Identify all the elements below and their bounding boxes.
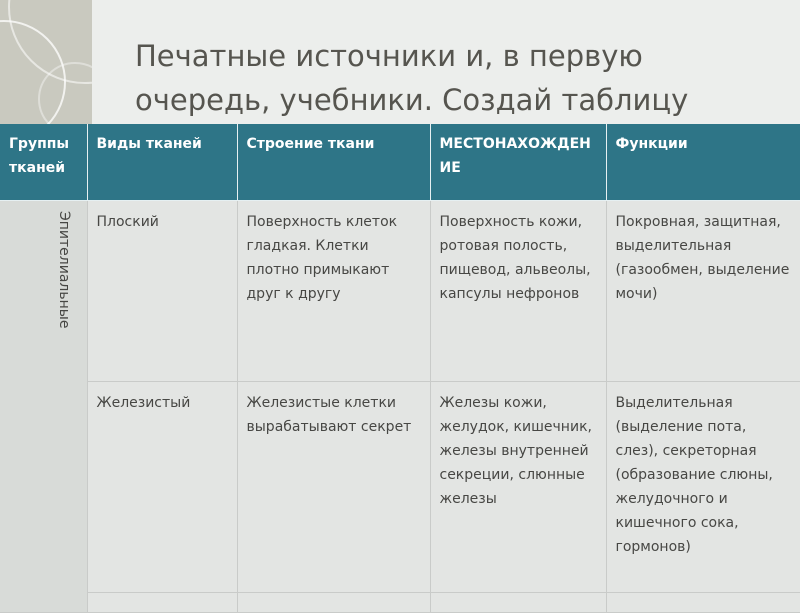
tissue-table	[0, 124, 800, 613]
cell-location: Железы кожи, желудок, кишечник, железы внутренней секреции, слюнные железы	[430, 382, 606, 593]
table-row	[0, 593, 800, 613]
corner-decoration	[0, 0, 92, 128]
header-cell-group: Группы тканей	[0, 124, 87, 201]
header-cell-location: МЕСТОНАХОЖДЕНИЕ	[430, 124, 606, 201]
slide-title: Печатные источники и, в первую очередь, учебники. Создай таблицу	[135, 39, 689, 117]
cell-structure: Поверхность клеток гладкая. Клетки плотно примыкают друг к другу	[237, 201, 430, 382]
cell-structure	[237, 593, 430, 613]
cell-functions: Покровная, защитная, выделительная (газообмен, выделение мочи)	[606, 201, 800, 382]
cell-type: Плоский	[87, 201, 237, 382]
cell-functions	[606, 593, 800, 613]
cell-location: Поверхность кожи, ротовая полость, пищевод, альвеолы, капсулы нефронов	[430, 201, 606, 382]
group-label: Эпителиальные	[56, 211, 72, 329]
cell-type	[87, 593, 237, 613]
table-row	[0, 201, 800, 382]
header-cell-structure: Строение ткани	[237, 124, 430, 201]
table-header-row	[0, 124, 800, 201]
group-cell	[0, 201, 87, 613]
cell-functions: Выделительная (выделение пота, слез), секреторная (образование слюны, желудочного и кишечного сока, гормонов)	[606, 382, 800, 593]
cell-structure: Железистые клетки вырабатывают секрет	[237, 382, 430, 593]
cell-type: Железистый	[87, 382, 237, 593]
table-row	[0, 382, 800, 593]
cell-location	[430, 593, 606, 613]
header-cell-functions: Функции	[606, 124, 800, 201]
header-cell-type: Виды тканей	[87, 124, 237, 201]
